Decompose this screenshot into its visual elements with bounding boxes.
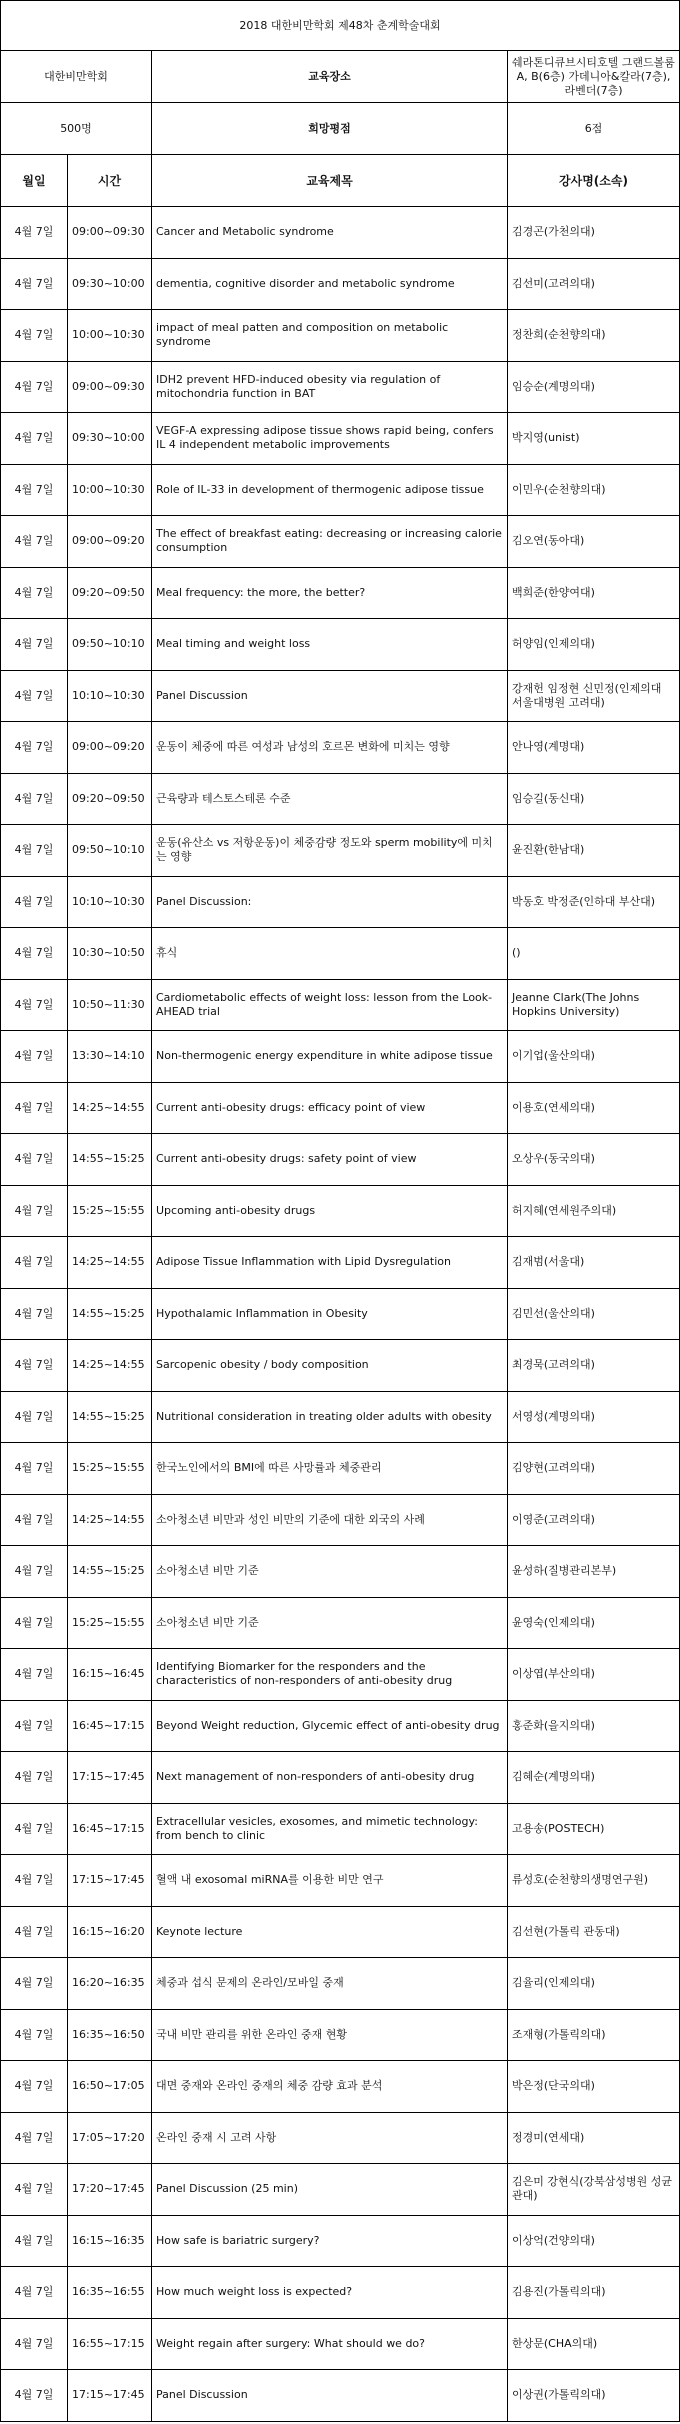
row-date: 4월 7일	[1, 258, 68, 310]
row-date: 4월 7일	[1, 825, 68, 877]
row-speaker: 임승순(계명의대)	[508, 361, 680, 413]
row-title: Hypothalamic Inflammation in Obesity	[152, 1288, 508, 1340]
table-row	[1, 1546, 680, 1598]
row-time: 16:20~16:35	[68, 1958, 152, 2010]
row-date: 4월 7일	[1, 670, 68, 722]
row-time: 09:30~10:00	[68, 413, 152, 465]
points-label: 희망평점	[152, 103, 508, 155]
row-date: 4월 7일	[1, 1134, 68, 1186]
row-speaker: 허지혜(연세원주의대)	[508, 1185, 680, 1237]
row-title: Next management of non-responders of anti-obesity drug	[152, 1752, 508, 1804]
row-title: Beyond Weight reduction, Glycemic effect of anti-obesity drug	[152, 1700, 508, 1752]
row-time: 15:25~15:55	[68, 1443, 152, 1495]
row-title: Cancer and Metabolic syndrome	[152, 207, 508, 259]
row-speaker: 이상억(건양의대)	[508, 2215, 680, 2267]
row-title: Sarcopenic obesity / body composition	[152, 1340, 508, 1392]
row-title: 소아청소년 비만 기준	[152, 1546, 508, 1598]
row-speaker: 류성호(순천향의생명연구원)	[508, 1855, 680, 1907]
table-row	[1, 1906, 680, 1958]
row-title: Cardiometabolic effects of weight loss: lesson from the Look-AHEAD trial	[152, 979, 508, 1031]
capacity-value: 500명	[1, 103, 152, 155]
row-time: 17:20~17:45	[68, 2164, 152, 2216]
row-time: 17:15~17:45	[68, 2370, 152, 2422]
table-row	[1, 1494, 680, 1546]
row-speaker: 정경미(연세대)	[508, 2112, 680, 2164]
table-row	[1, 567, 680, 619]
table-row	[1, 773, 680, 825]
table-row	[1, 413, 680, 465]
row-speaker: 김선미(고려의대)	[508, 258, 680, 310]
table-row	[1, 516, 680, 568]
row-date: 4월 7일	[1, 2318, 68, 2370]
row-date: 4월 7일	[1, 310, 68, 362]
row-title: Extracellular vesicles, exosomes, and mimetic technology: from bench to clinic	[152, 1803, 508, 1855]
row-date: 4월 7일	[1, 1031, 68, 1083]
row-title: Panel Discussion:	[152, 876, 508, 928]
row-date: 4월 7일	[1, 773, 68, 825]
row-date: 4월 7일	[1, 1546, 68, 1598]
row-speaker: 조재형(가톨릭의대)	[508, 2009, 680, 2061]
row-speaker: Jeanne Clark(The Johns Hopkins University)	[508, 979, 680, 1031]
row-date: 4월 7일	[1, 1288, 68, 1340]
row-speaker: 김선현(가톨릭 관동대)	[508, 1906, 680, 1958]
row-time: 09:20~09:50	[68, 567, 152, 619]
table-row	[1, 876, 680, 928]
table-row	[1, 2061, 680, 2113]
row-speaker: 이상엽(부산의대)	[508, 1649, 680, 1701]
row-speaker: 김재범(서울대)	[508, 1237, 680, 1289]
row-title: Current anti-obesity drugs: efficacy point of view	[152, 1082, 508, 1134]
row-speaker: 최경묵(고려의대)	[508, 1340, 680, 1392]
table-row	[1, 1082, 680, 1134]
column-header-title: 교육제목	[152, 155, 508, 207]
row-speaker: 오상우(동국의대)	[508, 1134, 680, 1186]
row-speaker: 윤진환(한남대)	[508, 825, 680, 877]
row-title: 근육량과 테스토스테론 수준	[152, 773, 508, 825]
table-row	[1, 1443, 680, 1495]
row-time: 17:15~17:45	[68, 1855, 152, 1907]
row-date: 4월 7일	[1, 207, 68, 259]
row-date: 4월 7일	[1, 361, 68, 413]
table-row	[1, 258, 680, 310]
row-title: How much weight loss is expected?	[152, 2267, 508, 2319]
row-date: 4월 7일	[1, 2370, 68, 2422]
row-time: 14:25~14:55	[68, 1082, 152, 1134]
table-row	[1, 361, 680, 413]
row-title: 운동이 체중에 따른 여성과 남성의 호르몬 변화에 미치는 영향	[152, 722, 508, 774]
row-time: 16:35~16:55	[68, 2267, 152, 2319]
row-title: Adipose Tissue Inflammation with Lipid Dysregulation	[152, 1237, 508, 1289]
row-title: impact of meal patten and composition on metabolic syndrome	[152, 310, 508, 362]
title-row	[1, 1, 680, 51]
row-time: 14:25~14:55	[68, 1340, 152, 1392]
table-row	[1, 1391, 680, 1443]
table-row	[1, 1803, 680, 1855]
row-time: 09:50~10:10	[68, 619, 152, 671]
row-time: 14:25~14:55	[68, 1237, 152, 1289]
row-date: 4월 7일	[1, 2215, 68, 2267]
table-row	[1, 207, 680, 259]
table-row	[1, 2267, 680, 2319]
row-date: 4월 7일	[1, 2112, 68, 2164]
row-title: Meal frequency: the more, the better?	[152, 567, 508, 619]
table-row	[1, 2370, 680, 2422]
row-time: 16:15~16:45	[68, 1649, 152, 1701]
row-speaker: 임승길(동신대)	[508, 773, 680, 825]
row-title: 휴식	[152, 928, 508, 980]
row-time: 17:05~17:20	[68, 2112, 152, 2164]
row-time: 10:30~10:50	[68, 928, 152, 980]
capacity-row	[1, 103, 680, 155]
row-time: 09:50~10:10	[68, 825, 152, 877]
column-header-row	[1, 155, 680, 207]
row-time: 16:15~16:20	[68, 1906, 152, 1958]
row-speaker: 백희준(한양여대)	[508, 567, 680, 619]
row-title: Identifying Biomarker for the responders and the characteristics of non-responders of anti-obesity drug	[152, 1649, 508, 1701]
row-time: 10:50~11:30	[68, 979, 152, 1031]
row-date: 4월 7일	[1, 1855, 68, 1907]
venue-row	[1, 51, 680, 103]
table-row	[1, 2112, 680, 2164]
row-time: 15:25~15:55	[68, 1185, 152, 1237]
column-header-date: 월일	[1, 155, 68, 207]
row-speaker: 홍준화(을지의대)	[508, 1700, 680, 1752]
row-title: 소아청소년 비만 기준	[152, 1597, 508, 1649]
row-time: 15:25~15:55	[68, 1597, 152, 1649]
table-row	[1, 1958, 680, 2010]
row-date: 4월 7일	[1, 722, 68, 774]
row-date: 4월 7일	[1, 619, 68, 671]
row-speaker: 정찬희(순천향의대)	[508, 310, 680, 362]
row-title: 체중과 섭식 문제의 온라인/모바일 중재	[152, 1958, 508, 2010]
row-title: Upcoming anti-obesity drugs	[152, 1185, 508, 1237]
row-date: 4월 7일	[1, 1649, 68, 1701]
table-row	[1, 1237, 680, 1289]
table-row	[1, 825, 680, 877]
row-speaker: 이기업(울산의대)	[508, 1031, 680, 1083]
row-date: 4월 7일	[1, 1237, 68, 1289]
row-title: Non-thermogenic energy expenditure in white adipose tissue	[152, 1031, 508, 1083]
table-row	[1, 1752, 680, 1804]
row-title: Panel Discussion (25 min)	[152, 2164, 508, 2216]
row-speaker: 고용송(POSTECH)	[508, 1803, 680, 1855]
row-title: Role of IL-33 in development of thermogenic adipose tissue	[152, 464, 508, 516]
table-row	[1, 1855, 680, 1907]
row-speaker: 한상문(CHA의대)	[508, 2318, 680, 2370]
row-speaker: 강재헌 임정현 신민정(인제의대 서울대병원 고려대)	[508, 670, 680, 722]
table-row	[1, 1031, 680, 1083]
row-date: 4월 7일	[1, 1340, 68, 1392]
row-time: 10:10~10:30	[68, 670, 152, 722]
venue-label: 교육장소	[152, 51, 508, 103]
page-title: 2018 대한비만학회 제48차 춘계학술대회	[1, 1, 680, 51]
row-title: The effect of breakfast eating: decreasing or increasing calorie consumption	[152, 516, 508, 568]
row-speaker: 김오연(동아대)	[508, 516, 680, 568]
row-date: 4월 7일	[1, 1391, 68, 1443]
row-speaker: 김율리(인제의대)	[508, 1958, 680, 2010]
row-speaker: 김은미 강현식(강북삼성병원 성균관대)	[508, 2164, 680, 2216]
row-speaker: 박지영(unist)	[508, 413, 680, 465]
row-time: 14:55~15:25	[68, 1391, 152, 1443]
organizer-value: 대한비만학회	[1, 51, 152, 103]
row-title: IDH2 prevent HFD-induced obesity via regulation of mitochondria function in BAT	[152, 361, 508, 413]
table-row	[1, 979, 680, 1031]
row-time: 16:55~17:15	[68, 2318, 152, 2370]
row-date: 4월 7일	[1, 1700, 68, 1752]
row-title: 혈액 내 exosomal miRNA를 이용한 비만 연구	[152, 1855, 508, 1907]
table-row	[1, 1597, 680, 1649]
row-time: 14:55~15:25	[68, 1546, 152, 1598]
row-date: 4월 7일	[1, 516, 68, 568]
row-speaker: 김경곤(가천의대)	[508, 207, 680, 259]
row-speaker: 김혜순(계명의대)	[508, 1752, 680, 1804]
table-row	[1, 1700, 680, 1752]
row-speaker: 박동호 박정준(인하대 부산대)	[508, 876, 680, 928]
table-row	[1, 619, 680, 671]
row-date: 4월 7일	[1, 2164, 68, 2216]
row-speaker: 박은정(단국의대)	[508, 2061, 680, 2113]
row-speaker: 이민우(순천향의대)	[508, 464, 680, 516]
row-date: 4월 7일	[1, 928, 68, 980]
row-time: 09:00~09:20	[68, 516, 152, 568]
row-title: Nutritional consideration in treating older adults with obesity	[152, 1391, 508, 1443]
row-title: 국내 비만 관리를 위한 온라인 중재 현황	[152, 2009, 508, 2061]
row-title: Meal timing and weight loss	[152, 619, 508, 671]
row-title: 온라인 중재 시 고려 사항	[152, 2112, 508, 2164]
row-date: 4월 7일	[1, 567, 68, 619]
row-time: 17:15~17:45	[68, 1752, 152, 1804]
row-time: 09:00~09:30	[68, 361, 152, 413]
column-header-time: 시간	[68, 155, 152, 207]
table-row	[1, 2009, 680, 2061]
row-date: 4월 7일	[1, 1082, 68, 1134]
row-title: VEGF-A expressing adipose tissue shows rapid being, confers IL 4 independent metabolic improvements	[152, 413, 508, 465]
row-time: 09:30~10:00	[68, 258, 152, 310]
venue-value: 쉐라톤디큐브시티호텔 그랜드볼룸 A, B(6층) 가데니아&칼라(7층), 라벤더(7층)	[508, 51, 680, 103]
row-date: 4월 7일	[1, 2267, 68, 2319]
row-title: dementia, cognitive disorder and metabolic syndrome	[152, 258, 508, 310]
row-time: 16:15~16:35	[68, 2215, 152, 2267]
row-time: 09:00~09:30	[68, 207, 152, 259]
row-date: 4월 7일	[1, 2061, 68, 2113]
row-title: Panel Discussion	[152, 670, 508, 722]
row-title: 대면 중재와 온라인 중재의 체중 감량 효과 분석	[152, 2061, 508, 2113]
row-title: Weight regain after surgery: What should we do?	[152, 2318, 508, 2370]
row-date: 4월 7일	[1, 1958, 68, 2010]
table-row	[1, 670, 680, 722]
row-speaker: 윤성하(질병관리본부)	[508, 1546, 680, 1598]
row-title: Panel Discussion	[152, 2370, 508, 2422]
row-date: 4월 7일	[1, 1185, 68, 1237]
table-row	[1, 464, 680, 516]
row-time: 16:35~16:50	[68, 2009, 152, 2061]
row-time: 16:50~17:05	[68, 2061, 152, 2113]
row-speaker: ()	[508, 928, 680, 980]
row-speaker: 윤영숙(인제의대)	[508, 1597, 680, 1649]
row-speaker: 이용호(연세의대)	[508, 1082, 680, 1134]
row-title: 한국노인에서의 BMI에 따른 사망률과 체중관리	[152, 1443, 508, 1495]
row-speaker: 김양현(고려의대)	[508, 1443, 680, 1495]
row-speaker: 이상권(가톨릭의대)	[508, 2370, 680, 2422]
row-speaker: 이영준(고려의대)	[508, 1494, 680, 1546]
row-title: How safe is bariatric surgery?	[152, 2215, 508, 2267]
row-date: 4월 7일	[1, 464, 68, 516]
row-date: 4월 7일	[1, 876, 68, 928]
row-time: 10:10~10:30	[68, 876, 152, 928]
table-row	[1, 928, 680, 980]
row-speaker: 안나영(계명대)	[508, 722, 680, 774]
row-date: 4월 7일	[1, 1597, 68, 1649]
row-speaker: 김민선(울산의대)	[508, 1288, 680, 1340]
table-row	[1, 1340, 680, 1392]
row-speaker: 서영성(계명의대)	[508, 1391, 680, 1443]
table-row	[1, 2318, 680, 2370]
table-row	[1, 1185, 680, 1237]
table-row	[1, 2215, 680, 2267]
row-time: 14:55~15:25	[68, 1288, 152, 1340]
row-time: 09:20~09:50	[68, 773, 152, 825]
row-title: Keynote lecture	[152, 1906, 508, 1958]
table-row	[1, 722, 680, 774]
row-speaker: 김용진(가톨릭의대)	[508, 2267, 680, 2319]
row-time: 16:45~17:15	[68, 1700, 152, 1752]
column-header-speaker: 강사명(소속)	[508, 155, 680, 207]
row-date: 4월 7일	[1, 2009, 68, 2061]
row-date: 4월 7일	[1, 1803, 68, 1855]
row-time: 14:55~15:25	[68, 1134, 152, 1186]
row-time: 16:45~17:15	[68, 1803, 152, 1855]
table-row	[1, 1134, 680, 1186]
row-time: 13:30~14:10	[68, 1031, 152, 1083]
table-row	[1, 1649, 680, 1701]
points-value: 6점	[508, 103, 680, 155]
row-date: 4월 7일	[1, 1752, 68, 1804]
table-row	[1, 1288, 680, 1340]
row-time: 14:25~14:55	[68, 1494, 152, 1546]
row-date: 4월 7일	[1, 1443, 68, 1495]
table-row	[1, 2164, 680, 2216]
row-time: 10:00~10:30	[68, 310, 152, 362]
row-date: 4월 7일	[1, 413, 68, 465]
row-date: 4월 7일	[1, 1906, 68, 1958]
row-date: 4월 7일	[1, 979, 68, 1031]
table-row	[1, 310, 680, 362]
row-title: Current anti-obesity drugs: safety point of view	[152, 1134, 508, 1186]
row-time: 10:00~10:30	[68, 464, 152, 516]
row-time: 09:00~09:20	[68, 722, 152, 774]
row-title: 소아청소년 비만과 성인 비만의 기준에 대한 외국의 사례	[152, 1494, 508, 1546]
row-title: 운동(유산소 vs 저항운동)이 체중감량 정도와 sperm mobility에 미치는 영향	[152, 825, 508, 877]
row-date: 4월 7일	[1, 1494, 68, 1546]
row-speaker: 허양임(인제의대)	[508, 619, 680, 671]
